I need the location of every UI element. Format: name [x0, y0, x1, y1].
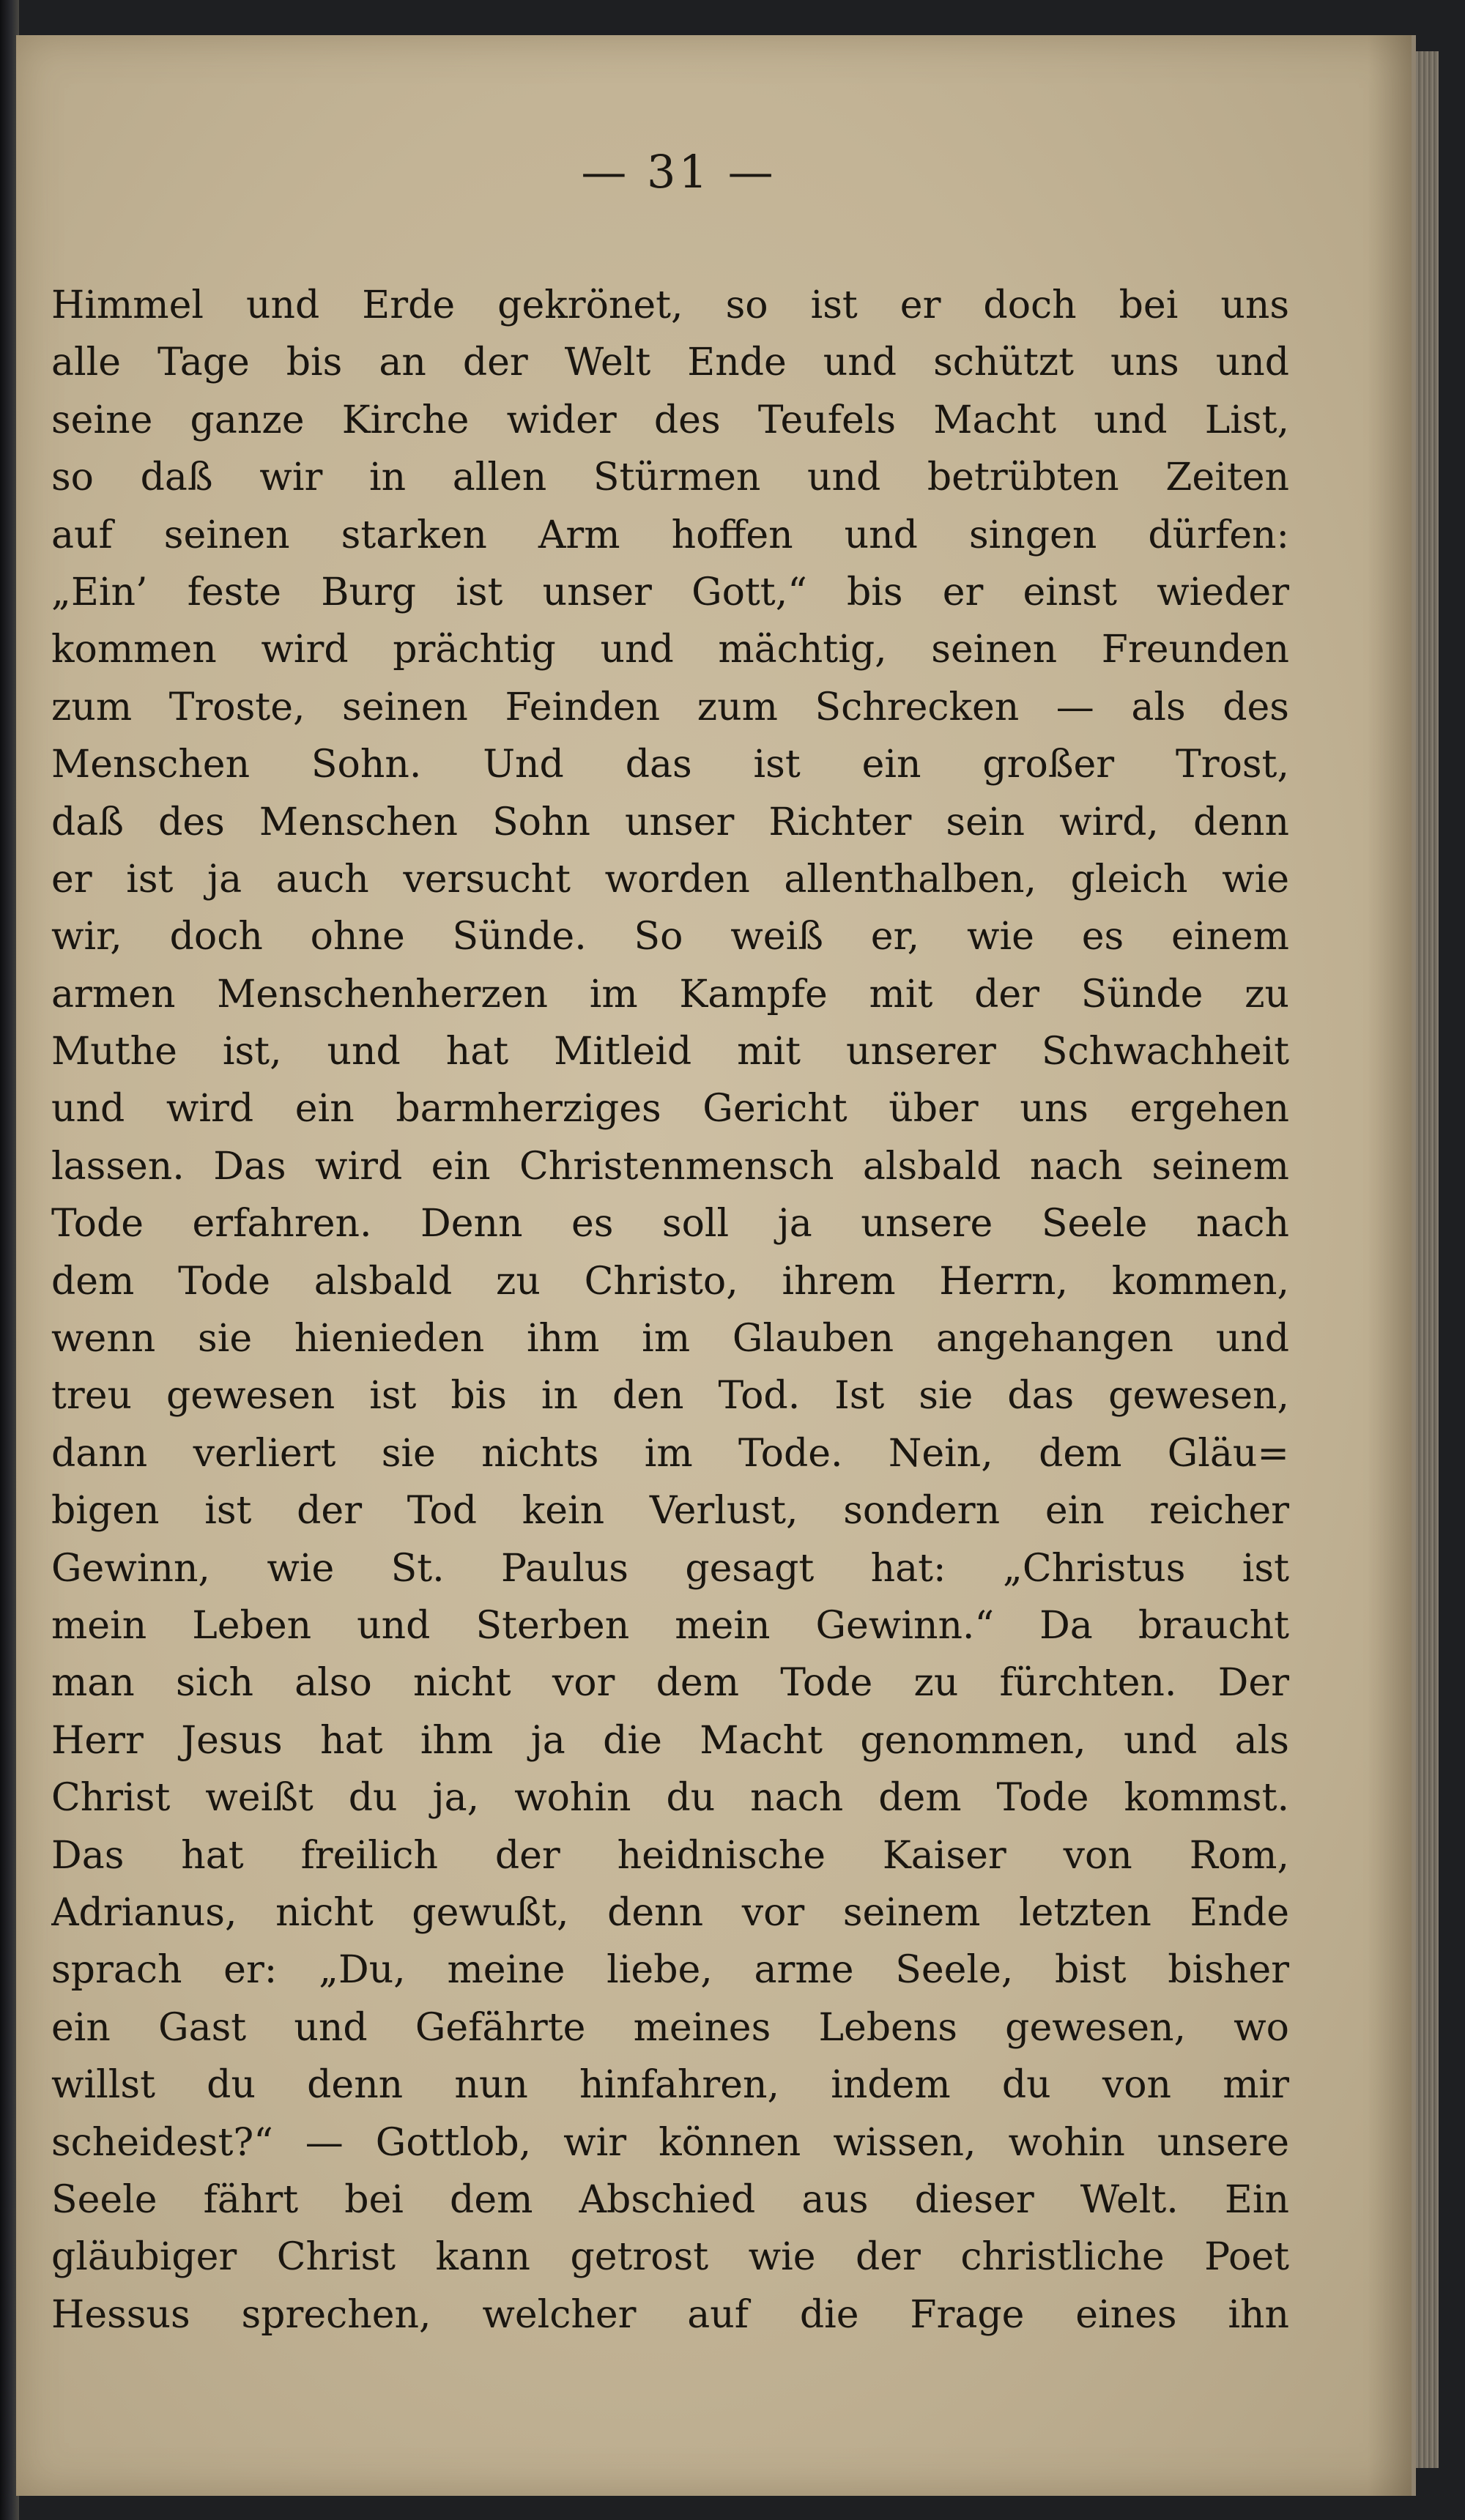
- page-number: — 31 —: [581, 145, 776, 198]
- text-line: man sich also nicht vor dem Tode zu fürchten. Der: [51, 1661, 1289, 1706]
- text-line: Christ weißt du ja, wohin du nach dem Tode kommst.: [51, 1776, 1289, 1821]
- text-line: lassen. Das wird ein Christenmensch alsbald nach seinem: [51, 1144, 1289, 1189]
- text-line: Adrianus, nicht gewußt, denn vor seinem letzten Ende: [51, 1890, 1289, 1935]
- text-line: Hessus sprechen, welcher auf die Frage eines ihn: [51, 2292, 1289, 2337]
- text-line: mein Leben und Sterben mein Gewinn.“ Da braucht: [51, 1603, 1289, 1648]
- text-line: alle Tage bis an der Welt Ende und schützt uns und: [51, 341, 1289, 385]
- text-line: Menschen Sohn. Und das ist ein großer Trost,: [51, 743, 1289, 787]
- text-line: Himmel und Erde gekrönet, so ist er doch bei uns: [51, 283, 1289, 327]
- text-line: Das hat freilich der heidnische Kaiser von Rom,: [51, 1833, 1289, 1878]
- text-line: auf seinen starken Arm hoffen und singen dürfen:: [51, 513, 1289, 557]
- text-line: treu gewesen ist bis in den Tod. Ist sie das gewesen,: [51, 1374, 1289, 1419]
- page-paper: [16, 35, 1416, 2496]
- text-line: ein Gast und Gefährte meines Lebens gewesen, wo: [51, 2005, 1289, 2050]
- book-page-edges: [1414, 51, 1439, 2468]
- body-text: [51, 277, 1289, 2344]
- text-line: Tode erfahren. Denn es soll ja unsere Seele nach: [51, 1202, 1289, 1246]
- text-line: und wird ein barmherziges Gericht über uns ergehen: [51, 1087, 1289, 1131]
- text-line: „Ein’ feste Burg ist unser Gott,“ bis er einst wieder: [51, 570, 1289, 614]
- text-line: kommen wird prächtig und mächtig, seinen Freunden: [51, 628, 1289, 672]
- text-line: so daß wir in allen Stürmen und betrübten Zeiten: [51, 456, 1289, 500]
- text-line: wir, doch ohne Sünde. So weiß er, wie es einem: [51, 915, 1289, 959]
- text-line: er ist ja auch versucht worden allenthalben, gleich wie: [51, 857, 1289, 902]
- text-line: Gewinn, wie St. Paulus gesagt hat: „Christus ist: [51, 1546, 1289, 1591]
- spine-shadow: [1368, 35, 1412, 2496]
- text-line: gläubiger Christ kann getrost wie der christliche Poet: [51, 2235, 1289, 2280]
- text-line: wenn sie hienieden ihm im Glauben angehangen und: [51, 1317, 1289, 1361]
- text-line: daß des Menschen Sohn unser Richter sein wird, denn: [51, 800, 1289, 844]
- text-line: bigen ist der Tod kein Verlust, sondern ein reicher: [51, 1489, 1289, 1534]
- text-line: scheidest?“ — Gottlob, wir können wissen, wohin unsere: [51, 2120, 1289, 2165]
- text-line: seine ganze Kirche wider des Teufels Macht und List,: [51, 398, 1289, 442]
- text-line: willst du denn nun hinfahren, indem du von mir: [51, 2063, 1289, 2108]
- text-line: sprach er: „Du, meine liebe, arme Seele, bist bisher: [51, 1948, 1289, 1993]
- text-line: dann verliert sie nichts im Tode. Nein, dem Gläu=: [51, 1431, 1289, 1476]
- text-line: Herr Jesus hat ihm ja die Macht genommen, und als: [51, 1718, 1289, 1763]
- text-line: dem Tode alsbald zu Christo, ihrem Herrn, kommen,: [51, 1259, 1289, 1304]
- text-line: Muthe ist, und hat Mitleid mit unserer Schwachheit: [51, 1030, 1289, 1074]
- text-line: zum Troste, seinen Feinden zum Schrecken — als des: [51, 685, 1289, 729]
- text-line: armen Menschenherzen im Kampfe mit der Sünde zu: [51, 972, 1289, 1016]
- text-line: Seele fährt bei dem Abschied aus dieser Welt. Ein: [51, 2177, 1289, 2222]
